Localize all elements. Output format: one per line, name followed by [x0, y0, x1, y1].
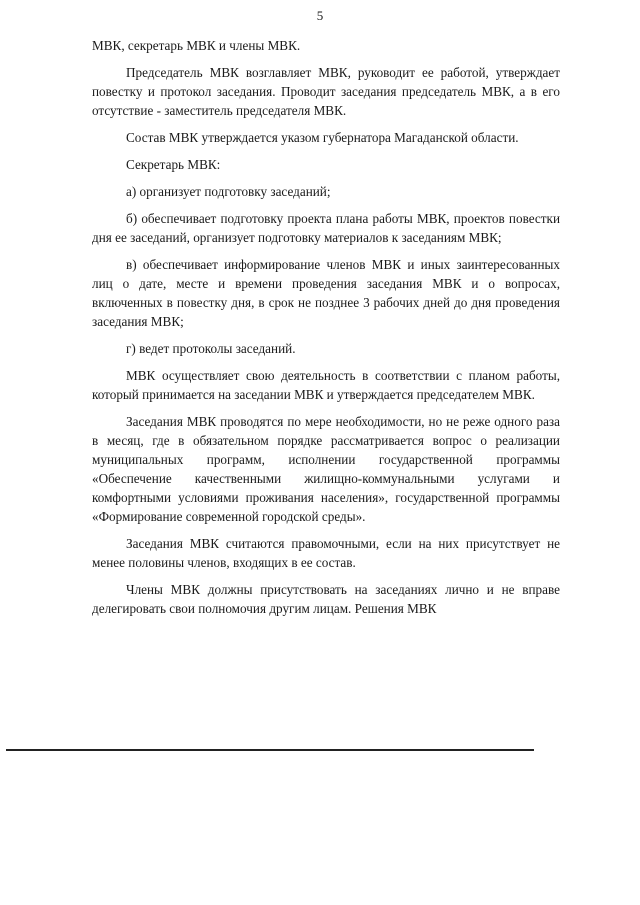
paragraph-2: Председатель МВК возглавляет МВК, руководит ее работой, утверждает повестку и протокол заседания. Проводит заседания председатель МВК, а в его отсутствие - заместитель председателя МВК.: [92, 65, 560, 118]
paragraph-10: Заседания МВК проводятся по мере необходимости, но не реже одного раза в месяц, где в обязательном порядке рассматривается вопрос о реализации муниципальных программ, исполнении государственной программы «Обеспечение качественными жилищно-коммунальными услугами и комфортными условиями проживания населения», государственной программы «Формирование современной городской среды».: [92, 414, 560, 524]
paragraph-5: а) организует подготовку заседаний;: [126, 184, 331, 199]
document-body: [92, 36, 560, 626]
paragraph-4: Секретарь МВК:: [126, 157, 221, 172]
paragraph-6: б) обеспечивает подготовку проекта плана работы МВК, проектов повестки дня ее заседаний, организует подготовку материалов к заседаниям МВК;: [92, 211, 560, 245]
page-number: 5: [316, 8, 324, 23]
paragraph-7: в) обеспечивает информирование членов МВК и иных заинтересованных лиц о дате, месте и времени проведения заседания МВК и о вопросах, включенных в повестку дня, в срок не позднее 3 рабочих дней до дня проведения заседания МВК;: [92, 257, 560, 329]
paragraph-12: Члены МВК должны присутствовать на заседаниях лично и не вправе делегировать свои полномочия другим лицам. Решения МВК: [92, 582, 560, 616]
paragraph-8: г) ведет протоколы заседаний.: [126, 341, 296, 356]
horizontal-rule: [6, 749, 534, 751]
paragraph-3: Состав МВК утверждается указом губернатора Магаданской области.: [126, 130, 519, 145]
paragraph-1: МВК, секретарь МВК и члены МВК.: [92, 38, 301, 53]
paragraph-9: МВК осуществляет свою деятельность в соответствии с планом работы, который принимается на заседании МВК и утверждается председателем МВК.: [92, 368, 560, 402]
paragraph-11: Заседания МВК считаются правомочными, если на них присутствует не менее половины членов, входящих в ее состав.: [92, 536, 560, 570]
